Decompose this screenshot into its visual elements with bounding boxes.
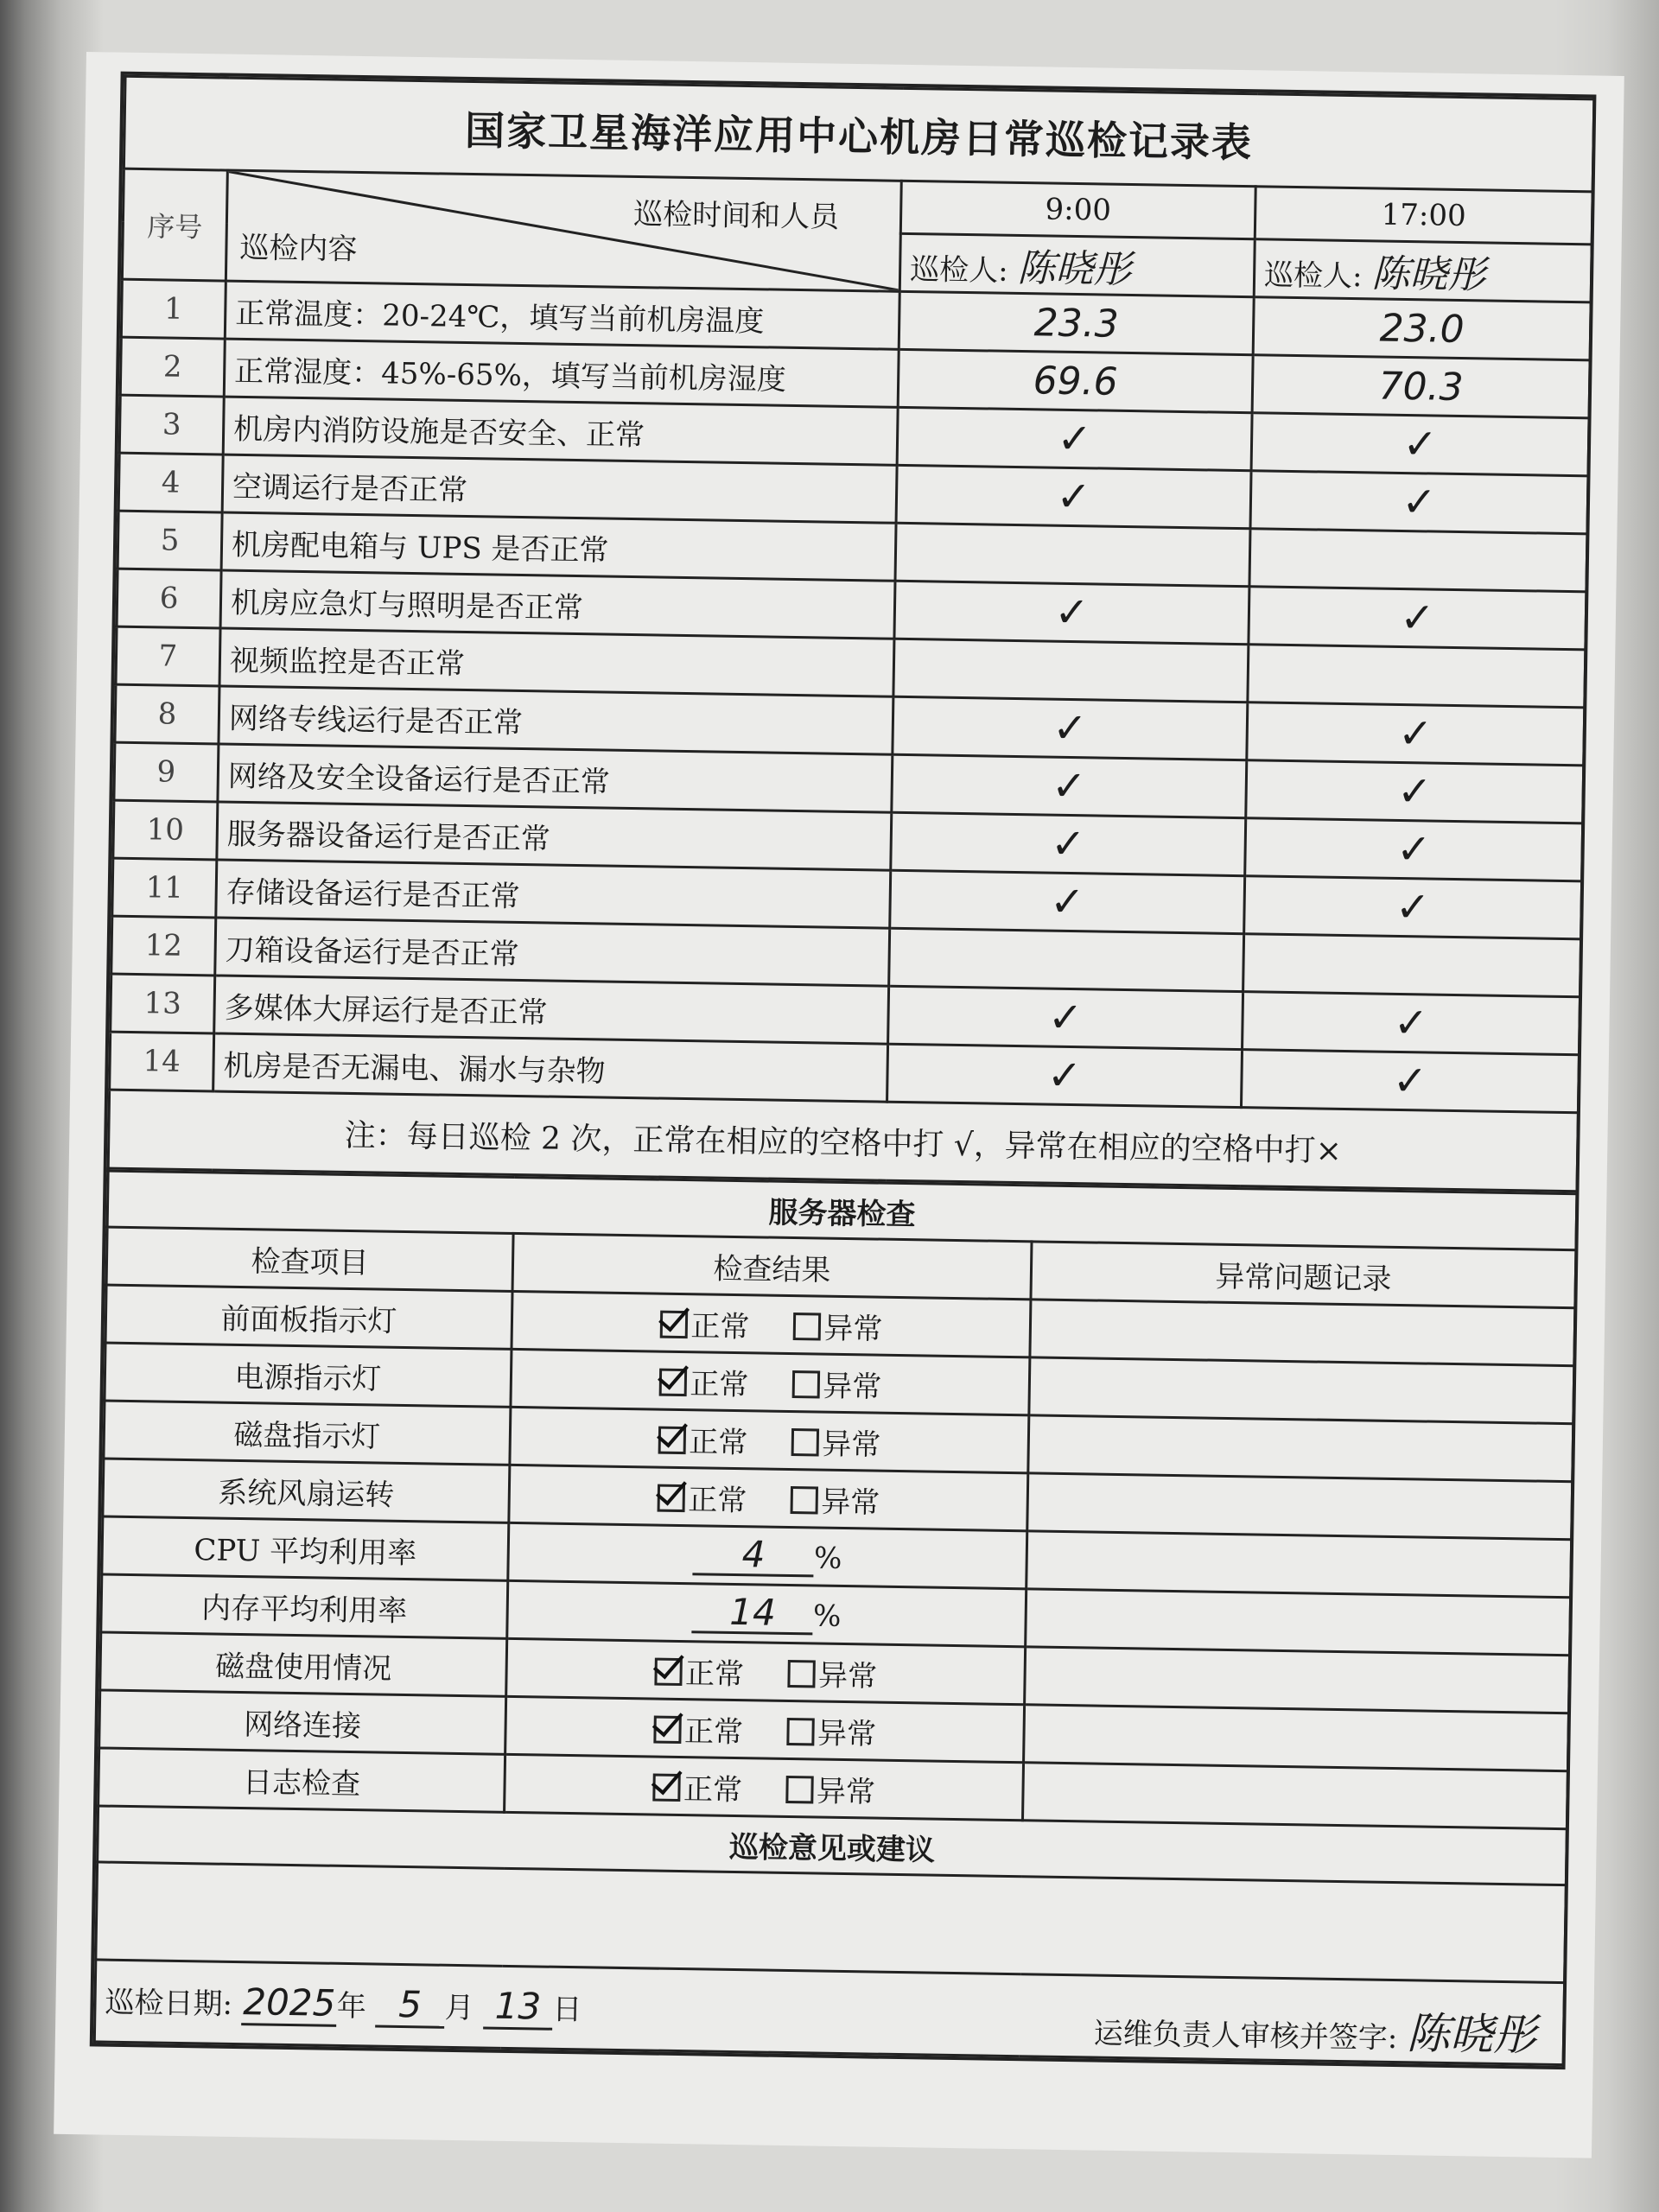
row-content: 机房应急灯与照明是否正常 — [220, 570, 895, 639]
check-result-cell — [509, 1465, 1028, 1530]
abnormal-label: 异常 — [821, 1427, 881, 1463]
row-content: 机房内消防设施是否安全、正常 — [223, 397, 898, 465]
abnormal-label: 异常 — [816, 1774, 876, 1810]
row-number: 1 — [121, 279, 226, 339]
row-pm-result[interactable]: 23.0 — [1253, 297, 1591, 360]
row-pm-result[interactable] — [1243, 934, 1581, 997]
inspector-am-signature: 陈晓彤 — [1017, 245, 1132, 293]
inspector-pm-label: 巡检人: — [1263, 257, 1363, 295]
row-pm-result[interactable] — [1248, 645, 1586, 708]
abnormal-checkbox[interactable] — [787, 1659, 815, 1687]
row-am-result[interactable] — [893, 639, 1249, 702]
normal-label: 正常 — [683, 1771, 743, 1808]
check-result-cell — [512, 1291, 1031, 1357]
row-am-result[interactable]: ✓ — [893, 696, 1248, 760]
abnormal-checkbox[interactable] — [791, 1428, 818, 1456]
row-am-result[interactable] — [889, 928, 1244, 991]
issue-record-cell[interactable] — [1025, 1647, 1570, 1713]
row-am-result[interactable]: 23.3 — [899, 291, 1254, 354]
reviewer-sign — [1093, 1994, 1536, 2063]
normal-checkbox[interactable] — [657, 1484, 684, 1511]
abnormal-label: 异常 — [817, 1658, 878, 1694]
col-check-item: 检查项目 — [106, 1227, 513, 1291]
row-pm-result[interactable]: ✓ — [1247, 702, 1585, 766]
check-item-name: 网络连接 — [99, 1690, 506, 1754]
issue-record-cell[interactable] — [1026, 1589, 1571, 1656]
row-pm-result[interactable]: ✓ — [1244, 876, 1582, 939]
check-result-cell — [510, 1407, 1029, 1472]
percent-sign: % — [812, 1598, 842, 1634]
check-item-name: CPU 平均利用率 — [102, 1516, 509, 1580]
row-pm-result[interactable] — [1249, 529, 1587, 592]
row-content: 存储设备运行是否正常 — [216, 860, 891, 928]
row-content: 多媒体大屏运行是否正常 — [214, 976, 889, 1044]
reviewer-label: 运维负责人审核并签字: — [1093, 2016, 1398, 2056]
day-unit: 日 — [552, 1992, 582, 2028]
percent-value[interactable]: 14 — [692, 1592, 814, 1635]
normal-label: 正常 — [690, 1366, 749, 1402]
issue-record-cell[interactable] — [1027, 1531, 1572, 1598]
row-number: 12 — [111, 916, 216, 976]
server-check-rows — [99, 1285, 1575, 1829]
normal-label: 正常 — [689, 1424, 748, 1460]
row-pm-result[interactable]: ✓ — [1246, 760, 1584, 823]
row-content: 服务器设备运行是否正常 — [217, 802, 892, 870]
row-number: 14 — [110, 1032, 214, 1091]
check-result-cell — [506, 1638, 1026, 1704]
row-am-result[interactable]: ✓ — [894, 581, 1249, 644]
issue-record-cell[interactable] — [1029, 1357, 1574, 1424]
server-check-title: 服务器检查 — [107, 1171, 1577, 1250]
row-content: 刀箱设备运行是否正常 — [215, 918, 890, 986]
abnormal-checkbox[interactable] — [785, 1775, 813, 1802]
normal-checkbox[interactable] — [658, 1368, 686, 1395]
normal-label: 正常 — [683, 1713, 744, 1750]
time-am: 9:00 — [900, 181, 1255, 238]
row-content: 正常温度：20-24℃，填写当前机房温度 — [225, 281, 899, 349]
row-pm-result[interactable]: ✓ — [1250, 471, 1588, 534]
normal-checkbox[interactable] — [659, 1310, 687, 1338]
row-number: 13 — [111, 974, 215, 1033]
row-am-result[interactable]: ✓ — [888, 986, 1243, 1049]
row-am-result[interactable]: ✓ — [897, 407, 1252, 470]
row-content: 视频监控是否正常 — [219, 628, 894, 696]
row-pm-result[interactable]: ✓ — [1251, 413, 1589, 476]
row-number: 6 — [117, 569, 221, 628]
check-result-cell — [508, 1522, 1027, 1588]
time-pm: 17:00 — [1255, 187, 1592, 245]
check-result-cell — [505, 1754, 1024, 1820]
seq-header: 序号 — [122, 168, 227, 281]
content-label: 巡检内容 — [239, 230, 358, 267]
normal-checkbox[interactable] — [653, 1715, 681, 1743]
inspector-am-label: 巡检人: — [909, 252, 1008, 289]
abnormal-label: 异常 — [817, 1716, 877, 1752]
normal-checkbox[interactable] — [658, 1426, 685, 1453]
check-item-name: 前面板指示灯 — [105, 1285, 512, 1349]
row-content: 机房是否无漏电、漏水与杂物 — [213, 1033, 888, 1102]
row-am-result[interactable]: 69.6 — [898, 349, 1253, 412]
normal-checkbox[interactable] — [652, 1773, 680, 1801]
row-number: 11 — [112, 858, 217, 918]
reviewer-signature: 陈晓彤 — [1406, 2008, 1537, 2061]
issue-record-cell[interactable] — [1024, 1705, 1569, 1771]
row-am-result[interactable]: ✓ — [890, 870, 1245, 933]
check-item-name: 内存平均利用率 — [101, 1574, 508, 1638]
date-day[interactable]: 13 — [483, 1984, 553, 2030]
inspector-am-cell — [899, 233, 1255, 296]
check-result-cell — [505, 1696, 1025, 1762]
abnormal-label: 异常 — [820, 1484, 880, 1521]
abnormal-checkbox[interactable] — [790, 1485, 817, 1513]
inspection-date — [105, 1979, 582, 2031]
time-person-label: 巡检时间和人员 — [632, 196, 840, 235]
row-pm-result[interactable]: ✓ — [1245, 818, 1583, 881]
normal-label: 正常 — [690, 1308, 750, 1344]
col-issue-record: 异常问题记录 — [1031, 1242, 1576, 1308]
row-pm-result[interactable]: ✓ — [1249, 587, 1586, 650]
diagonal-header-cell — [226, 170, 901, 291]
normal-label: 正常 — [684, 1656, 745, 1692]
check-item-name: 磁盘使用情况 — [100, 1632, 507, 1696]
paper-sheet — [54, 52, 1624, 2158]
row-pm-result[interactable]: 70.3 — [1252, 355, 1590, 418]
percent-value[interactable]: 4 — [693, 1535, 815, 1577]
check-item-name: 电源指示灯 — [105, 1343, 512, 1407]
row-am-result[interactable]: ✓ — [887, 1044, 1243, 1107]
inspection-form — [90, 72, 1597, 2070]
check-item-name: 日志检查 — [99, 1748, 505, 1812]
row-content: 正常湿度：45%-65%，填写当前机房湿度 — [224, 339, 899, 407]
check-item-name: 磁盘指示灯 — [104, 1401, 511, 1465]
form-title: 国家卫星海洋应用中心机房日常巡检记录表 — [124, 76, 1593, 192]
percent-sign: % — [813, 1540, 842, 1576]
inspection-item-rows — [110, 279, 1592, 1113]
server-check-table — [93, 1170, 1579, 2067]
row-content: 空调运行是否正常 — [222, 454, 897, 523]
issue-record-cell[interactable] — [1030, 1300, 1575, 1366]
row-number: 8 — [115, 684, 219, 744]
check-result-cell — [511, 1349, 1030, 1414]
row-am-result[interactable] — [895, 523, 1250, 586]
row-am-result[interactable]: ✓ — [896, 465, 1251, 528]
row-number: 2 — [120, 337, 225, 397]
normal-checkbox[interactable] — [654, 1657, 682, 1685]
date-label: 巡检日期: — [105, 1985, 233, 2022]
abnormal-checkbox[interactable] — [791, 1370, 819, 1398]
year-unit: 年 — [336, 1988, 367, 2024]
opinion-title: 巡检意见或建议 — [98, 1806, 1567, 1885]
issue-record-cell[interactable] — [1022, 1763, 1567, 1829]
row-am-result[interactable]: ✓ — [891, 812, 1246, 875]
row-content: 机房配电箱与 UPS 是否正常 — [221, 512, 896, 581]
date-year[interactable]: 2025 — [241, 1980, 337, 2027]
row-number: 5 — [118, 511, 222, 570]
issue-record-cell[interactable] — [1027, 1473, 1573, 1540]
row-pm-result[interactable]: ✓ — [1241, 1050, 1579, 1113]
row-number: 7 — [116, 626, 220, 686]
inspector-pm-cell — [1254, 239, 1592, 302]
abnormal-checkbox[interactable] — [786, 1717, 814, 1745]
month-unit: 月 — [444, 1990, 474, 2026]
check-note: 注：每日巡检 2 次，正常在相应的空格中打 √，异常在相应的空格中打× — [108, 1090, 1578, 1192]
check-result-cell — [507, 1580, 1027, 1646]
row-content: 网络专线运行是否正常 — [219, 686, 893, 754]
row-number: 10 — [113, 800, 218, 860]
row-content: 网络及安全设备运行是否正常 — [218, 744, 893, 812]
abnormal-label: 异常 — [823, 1311, 883, 1347]
row-pm-result[interactable]: ✓ — [1243, 992, 1580, 1055]
issue-record-cell[interactable] — [1028, 1415, 1573, 1482]
abnormal-checkbox[interactable] — [792, 1313, 820, 1340]
row-number: 4 — [118, 453, 223, 512]
date-month[interactable]: 5 — [375, 1983, 445, 2029]
inspector-pm-signature: 陈晓彤 — [1371, 251, 1486, 298]
row-am-result[interactable]: ✓ — [892, 754, 1247, 817]
row-number: 9 — [114, 742, 219, 802]
normal-label: 正常 — [687, 1482, 747, 1518]
row-number: 3 — [119, 395, 224, 454]
col-check-result: 检查结果 — [512, 1233, 1032, 1299]
abnormal-label: 异常 — [823, 1369, 882, 1405]
check-item-name: 系统风扇运转 — [103, 1459, 510, 1522]
inspection-table — [107, 75, 1596, 1193]
